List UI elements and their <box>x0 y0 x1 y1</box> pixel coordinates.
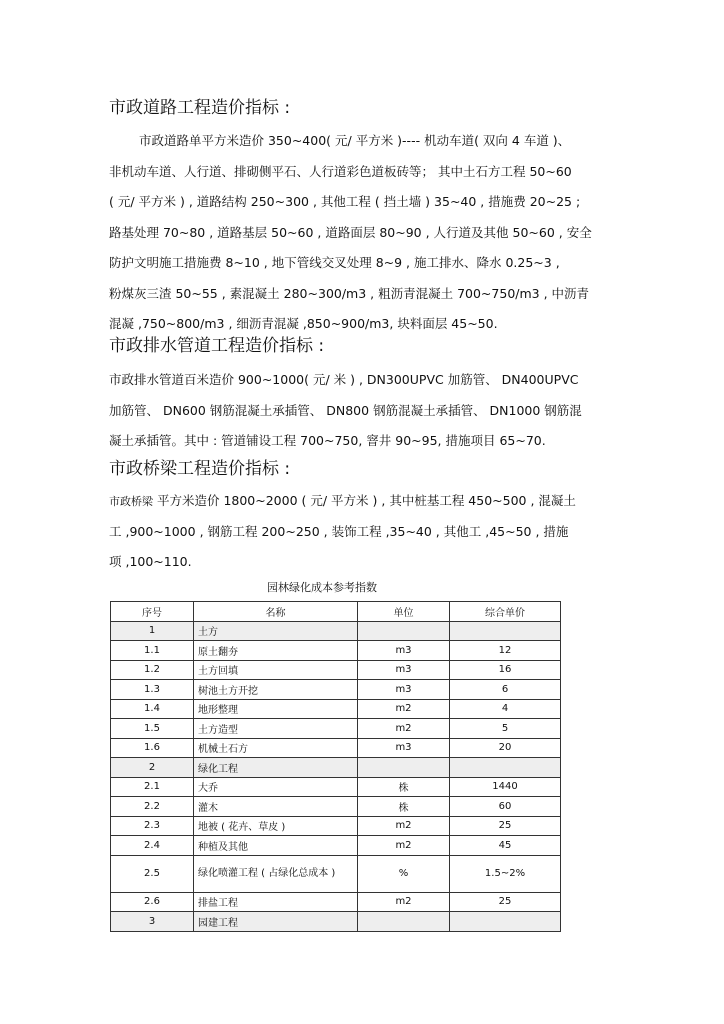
cell-name: 地形整理 <box>194 699 358 719</box>
cell-unit: m2 <box>358 816 450 836</box>
header-no: 序号 <box>111 602 194 622</box>
cell-no: 2.3 <box>111 816 194 836</box>
section-heading-road: 市政道路工程造价指标 : <box>109 98 291 118</box>
text-line: 工 ,900~1000 , 钢筋工程 200~250 , 装饰工程 ,35~40 , 其他工 ,45~50 , 措施 <box>109 523 569 539</box>
cell-price: 1.5~2% <box>450 855 561 892</box>
cell-no: 1 <box>111 621 194 641</box>
table-header-row <box>111 602 561 622</box>
cell-unit <box>358 758 450 778</box>
text-line: 凝土承插管。其中 : 管道铺设工程 700~750, 窨井 90~95, 措施项目 65~70. <box>109 433 546 448</box>
header-price: 综合单价 <box>450 602 561 622</box>
cell-unit: m3 <box>358 680 450 700</box>
text-line: 市政排水管道百米造价 900~1000( 元/ 米 ) , DN300UPVC 加筋管、 DN400UPVC <box>109 372 579 387</box>
cell-price: 6 <box>450 680 561 700</box>
cell-unit: m3 <box>358 660 450 680</box>
cell-no: 2.5 <box>111 855 194 892</box>
cell-name: 机械土石方 <box>194 738 358 758</box>
table-row <box>111 660 561 680</box>
cell-name: 树池土方开挖 <box>194 680 358 700</box>
table-title: 园林绿化成本参考指数 <box>267 581 377 594</box>
cell-unit: m2 <box>358 892 450 912</box>
cell-no: 1.3 <box>111 680 194 700</box>
table-row <box>111 758 561 778</box>
cell-name: 绿化喷灌工程 ( 占绿化总成本 ) <box>194 855 358 892</box>
header-unit: 单位 <box>358 602 450 622</box>
section-body-bridge <box>109 486 629 578</box>
cell-no: 1.2 <box>111 660 194 680</box>
cell-name: 大乔 <box>194 777 358 797</box>
table-row <box>111 836 561 856</box>
cell-name: 土方回填 <box>194 660 358 680</box>
cell-name: 灌木 <box>194 797 358 817</box>
cell-no: 3 <box>111 912 194 932</box>
cell-no: 1.5 <box>111 719 194 739</box>
cell-price: 25 <box>450 816 561 836</box>
header-name: 名称 <box>194 602 358 622</box>
cell-name: 排盐工程 <box>194 892 358 912</box>
cell-name: 土方造型 <box>194 719 358 739</box>
table-body <box>111 621 561 931</box>
text-line: 路基处理 70~80 , 道路基层 50~60 , 道路面层 80~90 , 人行道及其他 50~60 , 安全 <box>109 224 592 240</box>
table-row <box>111 738 561 758</box>
cell-price <box>450 912 561 932</box>
cell-price: 45 <box>450 836 561 856</box>
text-line: 非机动车道、人行道、排砌侧平石、人行道彩色道板砖等； 其中土石方工程 50~60 <box>109 163 572 179</box>
cell-unit: 株 <box>358 797 450 817</box>
cell-name: 土方 <box>194 621 358 641</box>
table-row <box>111 912 561 932</box>
table-row <box>111 855 561 892</box>
cell-no: 2.2 <box>111 797 194 817</box>
cost-index-table <box>110 601 561 932</box>
cell-unit: 株 <box>358 777 450 797</box>
section-body-drainage <box>109 365 629 457</box>
text-line: 防护文明施工措施费 8~10 , 地下管线交叉处理 8~9 , 施工排水、降水 0.25~3 , <box>109 255 560 270</box>
cell-unit <box>358 621 450 641</box>
cell-name: 绿化工程 <box>194 758 358 778</box>
cell-no: 2.4 <box>111 836 194 856</box>
table-row <box>111 892 561 912</box>
cell-name: 原土翻夯 <box>194 641 358 661</box>
table-row <box>111 719 561 739</box>
cell-name: 园建工程 <box>194 912 358 932</box>
cell-price <box>450 621 561 641</box>
cell-unit <box>358 912 450 932</box>
text-line: 粉煤灰三渣 50~55 , 素混凝土 280~300/m3 , 粗沥青混凝土 700~750/m3 , 中沥青 <box>109 285 590 301</box>
section-body-road <box>109 126 629 340</box>
cell-unit: m3 <box>358 641 450 661</box>
cell-unit: m2 <box>358 836 450 856</box>
cell-price: 25 <box>450 892 561 912</box>
cell-price: 1440 <box>450 777 561 797</box>
cell-unit: m3 <box>358 738 450 758</box>
table-row <box>111 641 561 661</box>
cell-unit: m2 <box>358 699 450 719</box>
text-line: 加筋管、 DN600 钢筋混凝土承插管、 DN800 钢筋混凝土承插管、 DN1000 钢筋混 <box>109 402 582 418</box>
table-row <box>111 797 561 817</box>
cell-price: 12 <box>450 641 561 661</box>
cell-unit: m2 <box>358 719 450 739</box>
text-line: 项 ,100~110. <box>109 554 192 569</box>
cell-price: 5 <box>450 719 561 739</box>
table-row <box>111 699 561 719</box>
bridge-prefix: 市政桥梁 <box>109 495 153 508</box>
cell-no: 2.6 <box>111 892 194 912</box>
cell-no: 1.1 <box>111 641 194 661</box>
cell-no: 1.4 <box>111 699 194 719</box>
section-heading-bridge: 市政桥梁工程造价指标 : <box>109 459 291 479</box>
cell-no: 2 <box>111 758 194 778</box>
cell-name: 种植及其他 <box>194 836 358 856</box>
text-line: 混凝 ,750~800/m3 , 细沥青混凝 ,850~900/m3, 块料面层 45~50. <box>109 316 498 331</box>
table-row <box>111 680 561 700</box>
cell-no: 1.6 <box>111 738 194 758</box>
cell-price: 16 <box>450 660 561 680</box>
cell-price <box>450 758 561 778</box>
cell-unit: % <box>358 855 450 892</box>
text-line: ( 元/ 平方米 ) , 道路结构 250~300 , 其他工程 ( 挡土墙 ) 35~40 , 措施费 20~25 ; <box>109 194 581 209</box>
bridge-first-line: 平方米造价 1800~2000 ( 元/ 平方米 ) , 其中桩基工程 450~500 , 混凝土 <box>153 493 576 508</box>
cell-price: 4 <box>450 699 561 719</box>
cell-price: 60 <box>450 797 561 817</box>
text-line <box>109 486 629 517</box>
cell-name: 地被 ( 花卉、草皮 ) <box>194 816 358 836</box>
text-line: 市政道路单平方米造价 350~400( 元/ 平方米 )---- 机动车道( 双向 4 车道 )、 <box>139 133 571 148</box>
table-row <box>111 816 561 836</box>
cell-no: 2.1 <box>111 777 194 797</box>
cell-price: 20 <box>450 738 561 758</box>
section-heading-drainage: 市政排水管道工程造价指标 : <box>109 336 325 356</box>
table-row <box>111 777 561 797</box>
table-row <box>111 621 561 641</box>
